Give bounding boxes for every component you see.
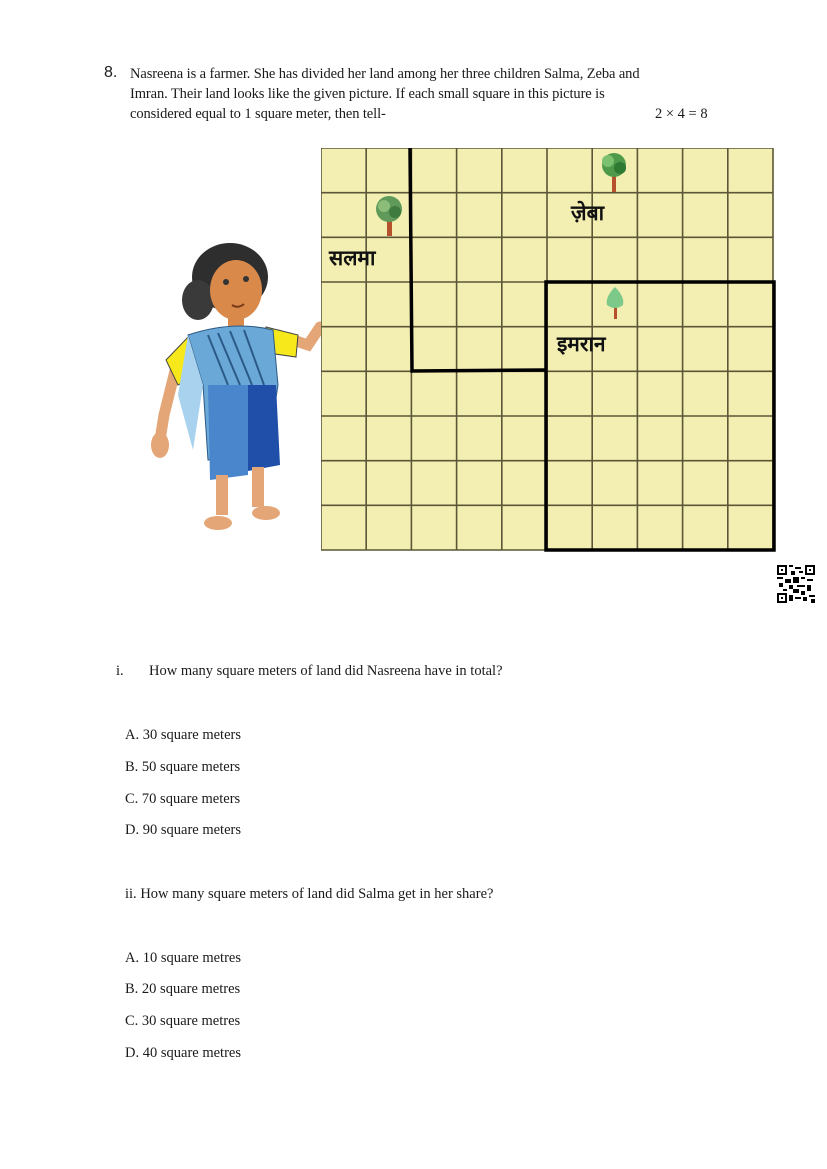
label-imran: इमरान (557, 332, 606, 356)
question-text-line-2: Imran. Their land looks like the given picture. If each small square in this picture is (130, 86, 605, 102)
option-letter: C. (125, 791, 139, 807)
option-text: 30 square metres (141, 1013, 241, 1029)
marks-allocation: 2 × 4 = 8 (655, 106, 708, 122)
tree-icon-imran (603, 285, 627, 319)
option-text: 40 square metres (142, 1045, 241, 1061)
question-text-line-3: considered equal to 1 square meter, then tell- (130, 106, 386, 122)
girl-illustration (148, 235, 328, 545)
subquestion-1-option-b[interactable] (125, 759, 240, 776)
tree-icon-zeba (598, 150, 630, 192)
qr-code[interactable] (777, 565, 815, 603)
subquestion-2-option-c[interactable] (125, 1013, 240, 1030)
label-salma: सलमा (329, 246, 376, 270)
option-letter: A. (125, 727, 140, 743)
option-text: 20 square metres (141, 981, 241, 997)
subquestion-2-text: How many square meters of land did Salma get in her share? (140, 886, 494, 902)
subquestion-1-text: How many square meters of land did Nasreena have in total? (149, 663, 503, 679)
option-text: 50 square meters (141, 759, 241, 775)
option-letter: A. (125, 950, 140, 966)
option-text: 30 square meters (142, 727, 241, 743)
subquestion-2-option-b[interactable] (125, 981, 240, 998)
option-letter: D. (125, 822, 140, 838)
subquestion-1-number: i. (116, 663, 124, 679)
subquestion-1-option-c[interactable] (125, 791, 240, 808)
salma-boundary (410, 148, 546, 371)
option-text: 70 square meters (141, 791, 241, 807)
subquestion-2 (125, 886, 493, 903)
subquestion-1-option-a[interactable] (125, 727, 241, 744)
land-grid-figure (321, 148, 773, 550)
option-letter: D. (125, 1045, 140, 1061)
subquestion-2-option-a[interactable] (125, 950, 241, 967)
question-text-line-1: Nasreena is a farmer. She has divided her land among her three children Salma, Zeba and (130, 66, 640, 82)
option-letter: B. (125, 759, 139, 775)
option-text: 10 square metres (142, 950, 241, 966)
tree-icon-salma (373, 193, 407, 237)
label-zeba: ज़ेबा (571, 201, 605, 225)
subquestion-1-option-d[interactable] (125, 822, 241, 839)
question-number: 8. (104, 64, 118, 81)
option-letter: C. (125, 1013, 139, 1029)
subquestion-2-option-d[interactable] (125, 1045, 241, 1062)
option-letter: B. (125, 981, 139, 997)
subquestion-2-number: ii. (125, 886, 137, 902)
option-text: 90 square meters (142, 822, 241, 838)
